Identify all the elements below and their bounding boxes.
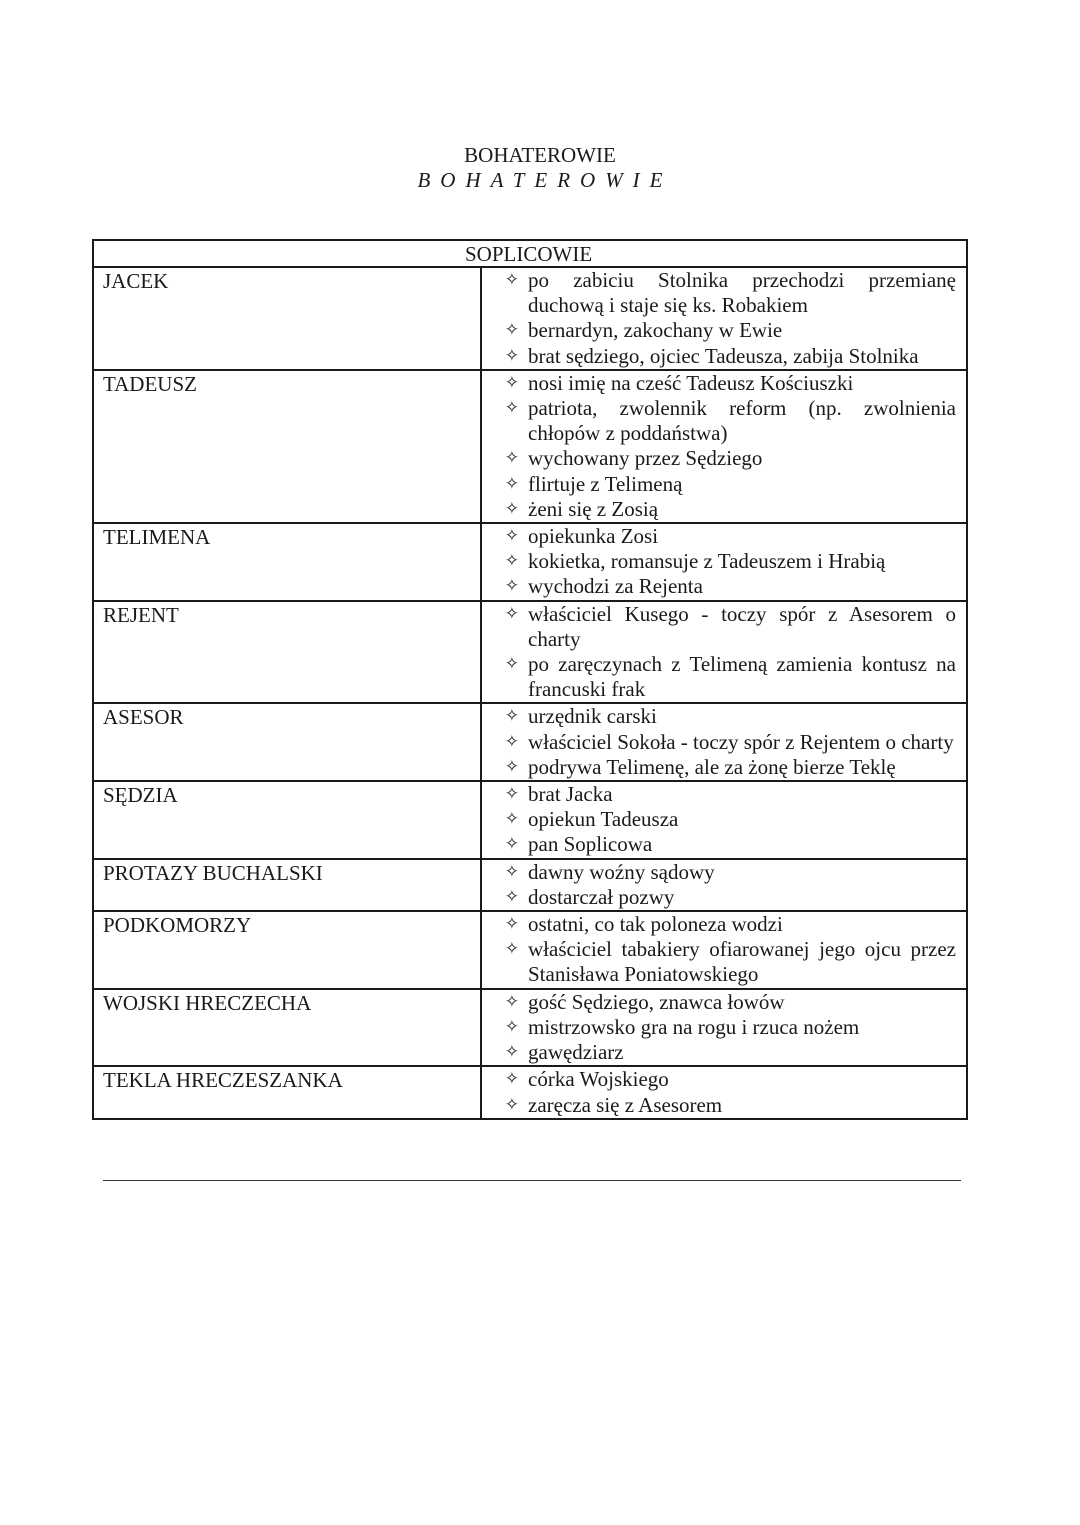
trait-text: po zaręczynach z Telimeną zamienia kontusz na francuski frak (528, 652, 956, 702)
sparkle-bullet-icon: ✧ (504, 809, 519, 830)
section-header-spacer (94, 241, 482, 266)
sparkle-bullet-icon: ✧ (504, 991, 519, 1012)
character-traits-list (482, 524, 966, 600)
character-name: WOJSKI HRECZECHA (94, 990, 482, 1066)
list-item (482, 602, 966, 652)
table-row (94, 371, 966, 524)
sparkle-bullet-icon: ✧ (504, 448, 519, 469)
trait-text: gawędziarz (528, 1040, 624, 1065)
sparkle-bullet-icon: ✧ (504, 914, 519, 935)
sparkle-bullet-icon: ✧ (504, 526, 519, 547)
trait-text: po zabiciu Stolnika przechodzi przemianę duchową i staje się ks. Robakiem (528, 268, 956, 318)
character-name: JACEK (94, 268, 482, 369)
list-item (482, 990, 966, 1015)
sparkle-bullet-icon: ✧ (504, 345, 519, 366)
trait-text: gość Sędziego, znawca łowów (528, 989, 785, 1014)
sparkle-bullet-icon: ✧ (504, 498, 519, 519)
list-item (482, 472, 966, 497)
sparkle-bullet-icon: ✧ (504, 1069, 519, 1090)
sparkle-bullet-icon: ✧ (504, 1094, 519, 1115)
trait-text: brat sędziego, ojciec Tadeusza, zabija Stolnika (528, 343, 919, 368)
list-item (482, 396, 966, 446)
characters-table (92, 239, 968, 1120)
list-item (482, 885, 966, 910)
trait-text: córka Wojskiego (528, 1067, 669, 1092)
list-item (482, 524, 966, 549)
page-subtitle-spaced: BOHATEROWIE (417, 168, 673, 192)
section-header-label: SOPLICOWIE (465, 242, 593, 266)
page-title: BOHATEROWIE (464, 143, 616, 167)
list-item (482, 782, 966, 807)
trait-text: flirtuje z Telimeną (528, 471, 683, 496)
list-item (482, 268, 966, 318)
list-item (482, 549, 966, 574)
sparkle-bullet-icon: ✧ (504, 1042, 519, 1063)
character-traits-list (482, 860, 966, 910)
list-item (482, 912, 966, 937)
character-traits-list (482, 371, 966, 522)
list-item (482, 371, 966, 396)
sparkle-bullet-icon: ✧ (504, 576, 519, 597)
character-traits-list (482, 1067, 966, 1117)
trait-text: właściciel tabakiery ofiarowanej jego ojcu przez Stanisława Poniatowskiego (528, 937, 956, 987)
list-item (482, 1067, 966, 1092)
trait-text: żeni się z Zosią (528, 496, 659, 521)
trait-text: zaręcza się z Asesorem (528, 1092, 723, 1117)
character-traits-list (482, 704, 966, 780)
trait-text: brat Jacka (528, 782, 613, 807)
list-item (482, 832, 966, 857)
table-row (94, 602, 966, 705)
sparkle-bullet-icon: ✧ (504, 939, 519, 960)
character-traits-list (482, 912, 966, 988)
trait-text: pan Soplicowa (528, 832, 653, 857)
character-name: SĘDZIA (94, 782, 482, 858)
table-row (94, 1067, 966, 1117)
character-traits-list (482, 602, 966, 703)
trait-text: bernardyn, zakochany w Ewie (528, 318, 783, 343)
list-item (482, 730, 966, 755)
trait-text: nosi imię na cześć Tadeusz Kościuszki (528, 370, 854, 395)
list-item (482, 1015, 966, 1040)
trait-text: opiekun Tadeusza (528, 807, 679, 832)
table-row (94, 990, 966, 1068)
character-traits-list (482, 268, 966, 369)
trait-text: patriota, zwolennik reform (np. zwolnienia chłopów z poddaństwa) (528, 396, 956, 446)
trait-text: dostarczał pozwy (528, 884, 675, 909)
table-row (94, 912, 966, 990)
character-name: ASESOR (94, 704, 482, 780)
character-name: TEKLA HRECZESZANKA (94, 1067, 482, 1117)
sparkle-bullet-icon: ✧ (504, 834, 519, 855)
list-item (482, 574, 966, 599)
sparkle-bullet-icon: ✧ (504, 398, 519, 419)
character-name: PODKOMORZY (94, 912, 482, 988)
sparkle-bullet-icon: ✧ (504, 886, 519, 907)
trait-text: podrywa Telimenę, ale za żonę bierze Teklę (528, 754, 896, 779)
section-header-row (94, 241, 966, 268)
list-item (482, 1040, 966, 1065)
sparkle-bullet-icon: ✧ (504, 372, 519, 393)
trait-text: wychodzi za Rejenta (528, 574, 703, 599)
list-item (482, 807, 966, 832)
sparkle-bullet-icon: ✧ (504, 784, 519, 805)
bottom-divider (103, 1180, 961, 1181)
sparkle-bullet-icon: ✧ (504, 756, 519, 777)
character-name: REJENT (94, 602, 482, 703)
list-item (482, 446, 966, 471)
sparkle-bullet-icon: ✧ (504, 731, 519, 752)
table-row (94, 860, 966, 912)
sparkle-bullet-icon: ✧ (504, 473, 519, 494)
character-traits-list (482, 782, 966, 858)
trait-text: dawny woźny sądowy (528, 859, 715, 884)
list-item (482, 1093, 966, 1118)
sparkle-bullet-icon: ✧ (504, 320, 519, 341)
trait-text: mistrzowsko gra na rogu i rzuca nożem (528, 1014, 860, 1039)
table-body (94, 268, 966, 1118)
table-row (94, 704, 966, 782)
list-item (482, 860, 966, 885)
trait-text: ostatni, co tak poloneza wodzi (528, 912, 783, 937)
list-item (482, 318, 966, 343)
trait-text: kokietka, romansuje z Tadeuszem i Hrabią (528, 549, 886, 574)
sparkle-bullet-icon: ✧ (504, 706, 519, 727)
list-item (482, 937, 966, 987)
trait-text: wychowany przez Sędziego (528, 446, 763, 471)
list-item (482, 755, 966, 780)
sparkle-bullet-icon: ✧ (504, 861, 519, 882)
trait-text: opiekunka Zosi (528, 524, 659, 549)
character-name: PROTAZY BUCHALSKI (94, 860, 482, 910)
list-item (482, 704, 966, 729)
table-row (94, 524, 966, 602)
table-row (94, 782, 966, 860)
character-name: TADEUSZ (94, 371, 482, 522)
character-traits-list (482, 990, 966, 1066)
sparkle-bullet-icon: ✧ (504, 551, 519, 572)
trait-text: właściciel Kusego - toczy spór z Asesorem o charty (528, 601, 956, 651)
trait-text: właściciel Sokoła - toczy spór z Rejentem o charty (528, 729, 954, 754)
list-item (482, 344, 966, 369)
character-name: TELIMENA (94, 524, 482, 600)
sparkle-bullet-icon: ✧ (504, 603, 519, 624)
list-item (482, 652, 966, 702)
table-row (94, 268, 966, 371)
sparkle-bullet-icon: ✧ (504, 1016, 519, 1037)
sparkle-bullet-icon: ✧ (504, 270, 519, 290)
list-item (482, 497, 966, 522)
trait-text: urzędnik carski (528, 704, 657, 729)
sparkle-bullet-icon: ✧ (504, 654, 519, 675)
